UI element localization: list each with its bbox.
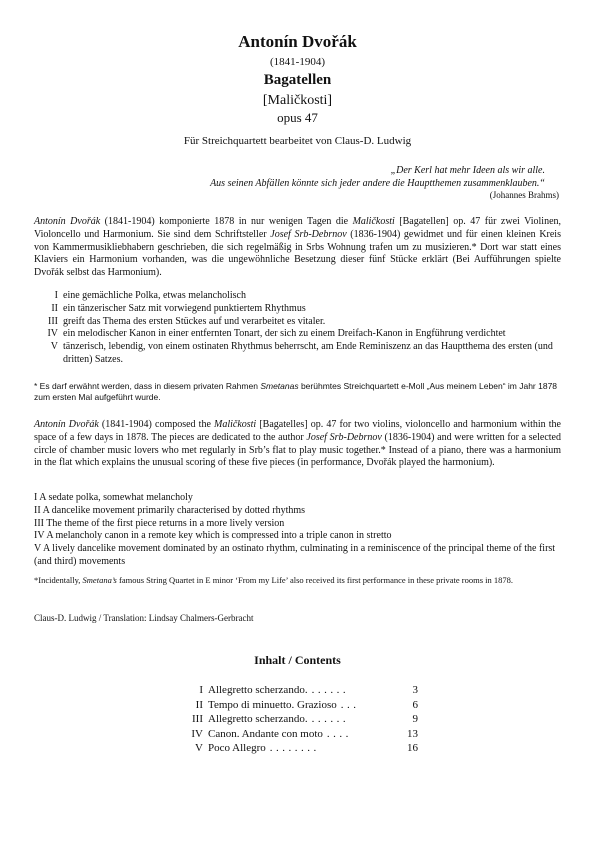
list-item — [34, 316, 561, 329]
quote-line-1: „Der Kerl hat mehr Ideen als wir alle. — [390, 165, 545, 176]
toc-leader: ...... — [311, 684, 350, 696]
intro-text: (1836-1904) and were written for a selected circle of chamber music lovers who met regularly in Srb’s flat to play music together.* Instead of a piano, there was a harmonium in the flat which explains the unusual scoring of these five pieces (in performance, Dvořák played the harmonium). — [34, 431, 561, 469]
toc-entry[interactable] — [188, 683, 418, 698]
toc-page: 13 — [407, 727, 418, 740]
quote-attribution: (Johannes Brahms) — [489, 190, 559, 200]
german-footnote — [34, 381, 561, 403]
footnote-text: * Es darf erwähnt werden, dass in diesem privaten Rahmen — [34, 381, 261, 391]
composer-name: Antonín Dvořák — [238, 32, 357, 51]
smetana-ref: Smetanas — [260, 381, 299, 391]
movement-number: III — [48, 315, 58, 327]
toc-title: Poco Allegro — [208, 742, 266, 754]
list-item: V A lively dancelike movement dominated by an ostinato rhythm, culminating in a reminiscence of the principal theme of the first (and third) movements — [34, 543, 556, 567]
dedicatee-ref: Josef Srb-Debrnov — [306, 431, 382, 443]
toc-title: Allegretto scherzando. — [208, 684, 308, 696]
toc-entry[interactable] — [188, 712, 418, 727]
movement-description: tänzerisch, lebendig, von einem ostinaten Rhythmus beherrscht, am Ende Reminiszenz an das Hauptthema des ersten (und dritten) Satzes. — [63, 341, 553, 365]
intro-text: [Bagatellen] op. 47 für zwei Violinen, Violoncello und Harmonium. Sie sind dem Schriftsteller — [34, 216, 562, 240]
toc-title: Tempo di minuetto. Grazioso — [208, 698, 337, 711]
list-item: III The theme of the first piece returns in a more lively version — [34, 517, 285, 529]
toc-leader: ........ — [269, 742, 320, 754]
toc-leader: .... — [326, 727, 352, 740]
movement-number: II — [51, 302, 58, 314]
toc-number: II — [195, 698, 203, 711]
list-item — [34, 303, 561, 316]
toc-page: 6 — [412, 698, 418, 711]
composer-dates: (1841-1904) — [270, 56, 325, 68]
opus-number: opus 47 — [277, 110, 318, 125]
toc-page: 16 — [407, 742, 418, 754]
work-subtitle: [Maličkosti] — [262, 93, 333, 108]
toc-title: Allegretto scherzando. — [208, 713, 308, 725]
movement-description: ein melodischer Kanon in einer entfernten Tonart, der sich zu einem Dreifach-Kanon in Engführung verdichtet — [63, 328, 506, 340]
intro-text: (1841-1904) composed the — [98, 419, 214, 430]
toc-number: I — [199, 684, 203, 696]
composer-ref: Antonín Dvořák — [34, 216, 101, 227]
work-ref: Maličkosti — [214, 419, 257, 430]
table-of-contents — [188, 683, 418, 756]
composer-ref: Antonín Dvořák — [34, 419, 99, 430]
english-introduction — [34, 419, 561, 470]
toc-page: 9 — [412, 713, 418, 725]
movement-number: IV — [47, 328, 58, 340]
movement-description: greift das Thema des ersten Stückes auf und verarbeitet es vitaler. — [63, 315, 326, 327]
intro-text: (1836-1904) gewidmet und für einen kleinen Kreis von Kammermusikliebhabern geschrieben, die sich regelmäßig in Srbs Wohnung trafen um zu musizieren.* Dort war statt eines Klaviers ein Harmonium vorhanden, was die ungewöhnliche Besetzung dieser fünf Stücke erklärt (Bei Aufführungen spielte Dvořák selbst das Harmonium). — [34, 228, 561, 279]
intro-text: [Bagatelles] op. 47 for two violins, violoncello and harmonium within the space of a few days in 1878. The pieces are dedicated to the author — [34, 419, 561, 443]
list-item — [34, 328, 561, 341]
toc-number: III — [192, 713, 203, 725]
intro-text: (1841-1904) komponierte 1878 in nur wenigen Tagen die — [100, 216, 353, 227]
toc-leader: ... — [340, 698, 360, 711]
list-item — [34, 290, 561, 303]
german-movement-list — [34, 290, 561, 367]
english-footnote — [34, 575, 561, 586]
dedicatee-ref: Josef Srb-Debrnov — [270, 228, 347, 240]
quote-line-2: Aus seinen Abfällen könnte sich jeder andere die Hauptthemen zusammenklauben.“ — [210, 178, 545, 189]
german-introduction — [34, 216, 561, 280]
arrangement-credit: Für Streichquartett bearbeitet von Claus-D. Ludwig — [183, 135, 412, 147]
toc-entry[interactable] — [188, 698, 418, 713]
work-ref: Maličkosti — [352, 216, 395, 227]
list-item — [34, 341, 561, 367]
toc-number: IV — [191, 727, 203, 740]
movement-description: eine gemächliche Polka, etwas melancholisch — [63, 290, 246, 301]
list-item: I A sedate polka, somewhat melancholy — [34, 492, 193, 503]
footnote-text: famous String Quartet in E minor ‘From my Life’ also received its first performance in these private rooms in 1878. — [116, 575, 514, 585]
toc-heading: Inhalt / Contents — [254, 653, 341, 667]
toc-entry[interactable] — [188, 727, 418, 742]
movement-number: V — [50, 341, 58, 353]
brahms-quote — [85, 164, 545, 190]
smetana-ref: Smetana’s — [82, 575, 117, 585]
toc-leader: ...... — [311, 713, 350, 725]
toc-number: V — [195, 742, 203, 754]
work-title: Bagatellen — [263, 72, 332, 88]
movement-number: I — [54, 290, 58, 301]
english-movement-list — [34, 492, 561, 569]
movement-description: ein tänzerischer Satz mit vorwiegend punktiertem Rhythmus — [63, 302, 306, 314]
list-item: II A dancelike movement primarily characterised by dotted rhythms — [34, 504, 306, 516]
toc-title: Canon. Andante con moto — [208, 727, 323, 740]
toc-page: 3 — [412, 684, 418, 696]
credits: Claus-D. Ludwig / Translation: Lindsay Chalmers-Gerbracht — [34, 613, 254, 623]
footnote-text: berühmtes Streichquartett e-Moll „Aus meinem Leben“ im Jahr 1878 zum ersten Mal aufgeführt wurde. — [34, 381, 558, 402]
footnote-text: *Incidentally, — [34, 575, 83, 585]
list-item: IV A melancholy canon in a remote key which is compressed into a triple canon in stretto — [34, 530, 392, 542]
toc-entry[interactable] — [188, 741, 418, 756]
